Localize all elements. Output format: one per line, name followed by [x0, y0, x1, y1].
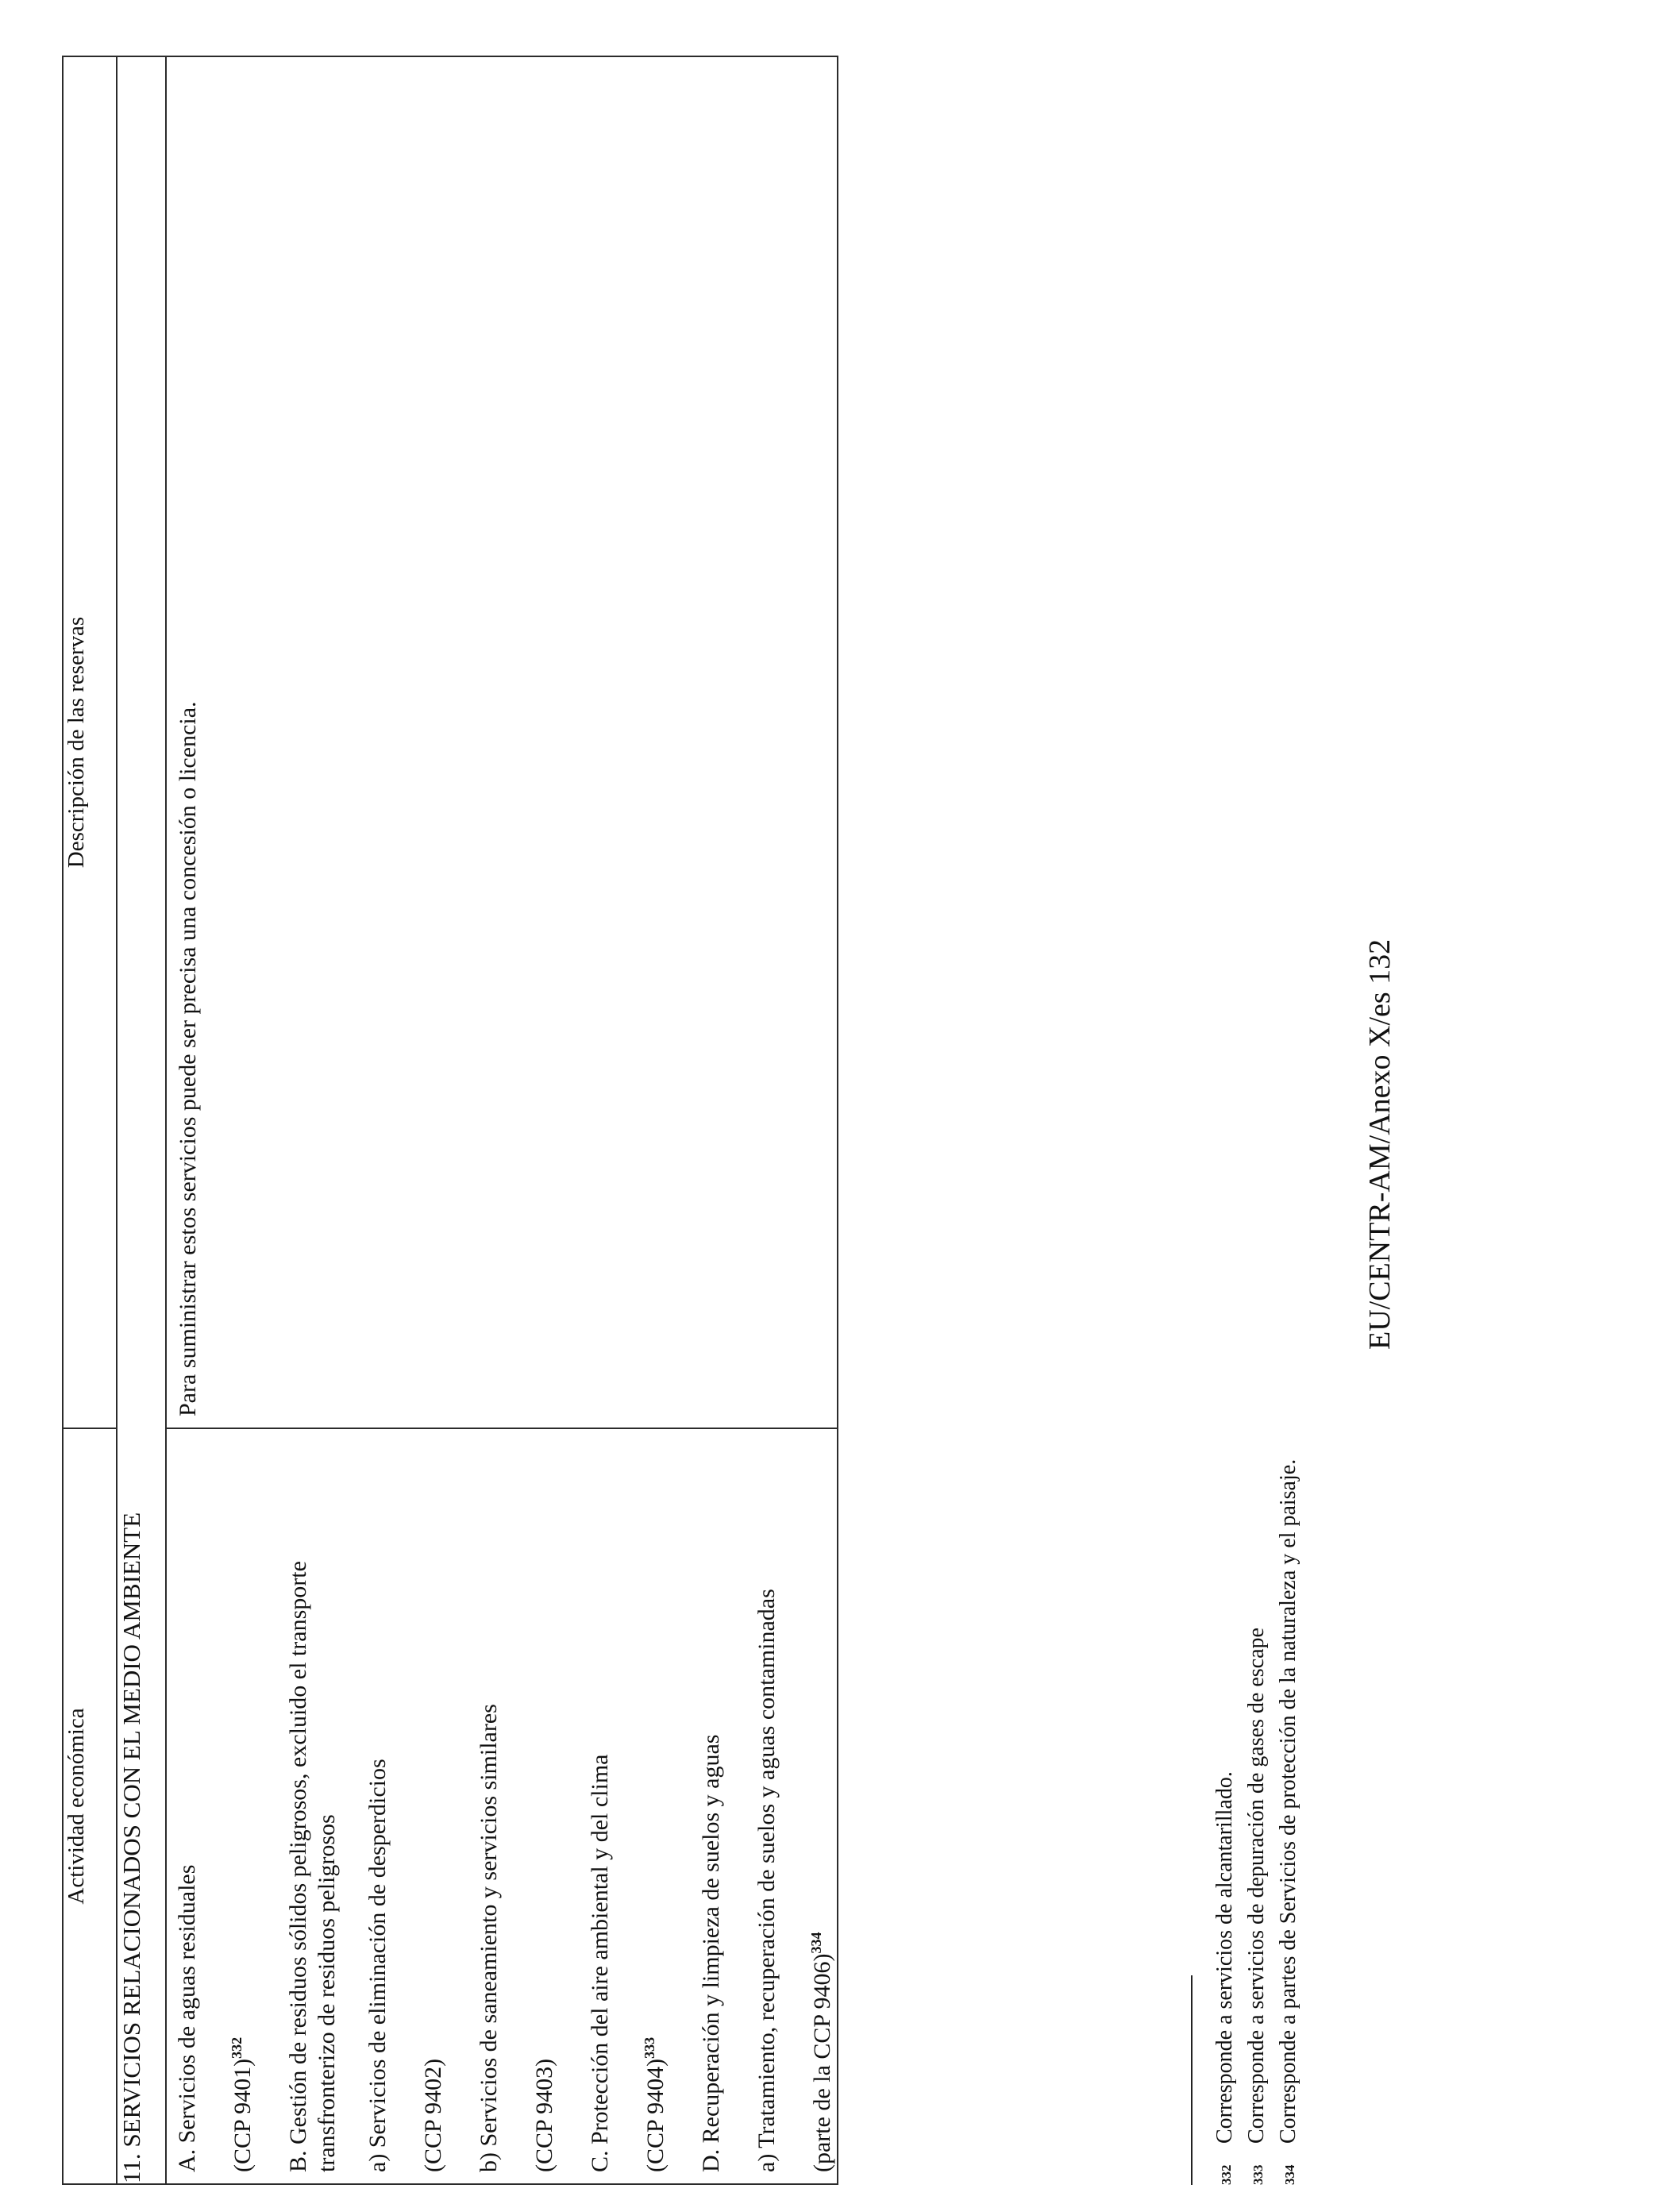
activity-d-a: a) Tratamiento, recuperación de suelos y aguas contaminadas [753, 1589, 780, 2172]
footnote-number: 334 [1282, 2164, 1297, 2185]
footnote-item [1210, 835, 1242, 2185]
activity-a-code: (CCP 9401) [229, 2058, 256, 2172]
activity-b-a-code: (CCP 9402) [420, 2058, 446, 2172]
footnotes [1210, 835, 1305, 2185]
footnote-ref-332: 332 [229, 2036, 245, 2059]
reservations-description-cell [166, 56, 838, 1428]
activity-a-title: A. Servicios de aguas residuales [174, 1864, 200, 2172]
footnote-text: Corresponde a servicios de depuración de gases de escape [1244, 1628, 1269, 2144]
activity-d-title: D. Recuperación y limpieza de suelos y aguas [698, 1734, 724, 2172]
activity-list [173, 1429, 837, 2183]
activity-b-b-code: (CCP 9403) [531, 2058, 557, 2172]
activity-c-code-line [642, 1461, 670, 2172]
economic-activity-cell [166, 1428, 838, 2184]
header-economic-activity: Actividad económica [63, 1428, 117, 2184]
activity-b-title: B. Gestión de residuos sólidos peligrosos, excluido el transporte transfronterizo de residuos peligrosos [285, 1561, 340, 2172]
reservations-table [62, 56, 838, 2185]
footnote-text: Corresponde a partes de Servicios de protección de la naturaleza y el paisaje. [1276, 1458, 1300, 2144]
activity-d-a-code: (parte de la CCP 9406) [809, 1953, 835, 2172]
activity-b-b: b) Servicios de saneamiento y servicios similares [476, 1704, 502, 2172]
footnote-item [1273, 835, 1305, 2185]
section-title: 11. SERVICIOS RELACIONADOS CON EL MEDIO AMBIENTE [117, 56, 166, 2184]
activity-d-a-code-line [808, 1461, 837, 2172]
reservation-description-text: Para suministrar estos servicios puede ser precisa una concesión o licencia. [175, 701, 201, 1416]
activity-c-title: C. Protección del aire ambiental y del clima [587, 1754, 613, 2172]
table-row [166, 56, 838, 2184]
footnote-text: Corresponde a servicios de alcantarillado. [1212, 1771, 1237, 2144]
footnote-item [1242, 835, 1273, 2185]
activity-c-code: (CCP 9404) [642, 2058, 669, 2172]
activity-a-code-line [229, 1461, 257, 2172]
page-reference: EU/CENTR-AM/Anexo X/es 132 [1363, 938, 1397, 1350]
footnote-number: 333 [1250, 2164, 1266, 2185]
footnote-number: 332 [1219, 2164, 1234, 2185]
footnote-ref-334: 334 [808, 1932, 824, 1954]
header-reservations-description: Descripción de las reservas [63, 56, 117, 1428]
footnote-separator [1191, 1975, 1193, 2185]
footnote-ref-333: 333 [642, 2036, 657, 2059]
section-row [117, 56, 166, 2184]
table-header-row [63, 56, 117, 2184]
activity-b-a: a) Servicios de eliminación de desperdicios [364, 1759, 391, 2172]
